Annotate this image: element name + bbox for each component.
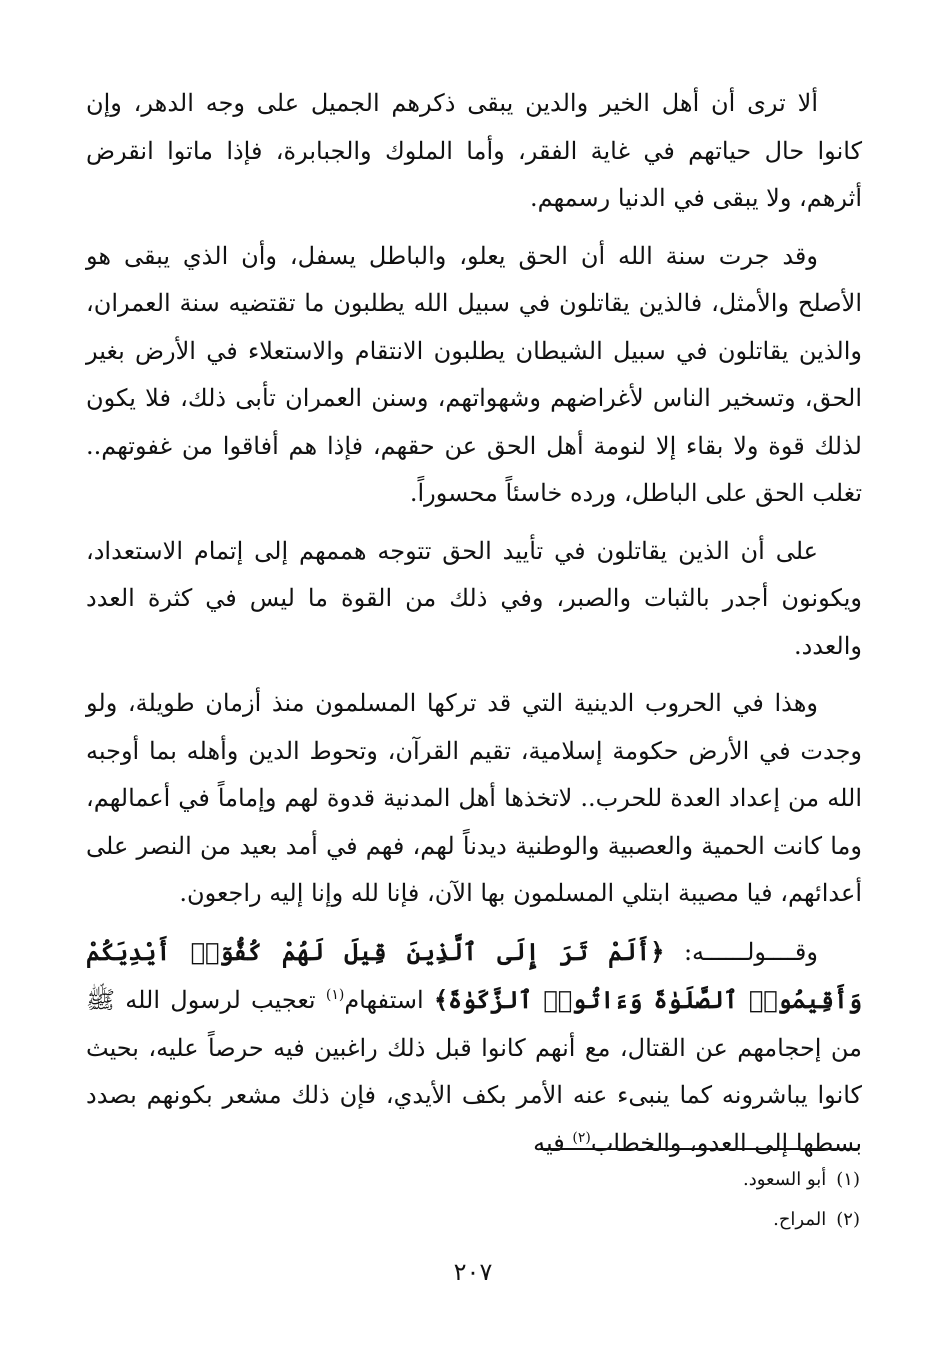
paragraph-1: ألا ترى أن أهل الخير والدين يبقى ذكرهم الجميل على وجه الدهر، وإن كانوا حال حياتهم في غاية الفقر، وأما الملوك والجبابرة، فإذا ماتوا انقرض أثرهم، ولا يبقى في الدنيا رسمهم. xyxy=(86,89,862,212)
footnote-number: (١) xyxy=(836,1169,860,1190)
paragraph-5 xyxy=(86,928,862,1168)
footnotes xyxy=(460,1160,860,1240)
footnote-ref-2: (٢) xyxy=(572,1129,591,1146)
paragraph-5-part-1: استفهام xyxy=(344,986,434,1014)
paragraph-5-part-2: تعجيب لرسول الله ﷺ من إحجامهم عن القتال، مع أنهم كانوا قبل ذلك راغبين فيه حرصاً عليه، بحيث كانوا يباشرونه كما ينبىء عنه الأمر بكف الأيدي، فإن ذلك مشعر بكونهم بصدد بسطها إلى العدو، والخطاب xyxy=(86,986,863,1157)
paragraph-2: وقد جرت سنة الله أن الحق يعلو، والباطل يسفل، وأن الذي يبقى هو الأصلح والأمثل، فالذين يقاتلون في سبيل الله يطلبون ما تقتضيه سنة العمران، والذين يقاتلون في سبيل الشيطان يطلبون الانتقام والاستعلاء في الأرض بغير الحق، وتسخير الناس لأغراضهم وشهواتهم، وسنن العمران تأبى ذلك، فلا يكون لذلك قوة ولا بقاء إلا لنومة أهل الحق عن حقهم، فإذا هم أفاقوا من غفوتهم.. تغلب الحق على الباطل، ورده خاسئاً محسوراً. xyxy=(86,241,862,507)
main-text xyxy=(86,80,862,1167)
footnote-2 xyxy=(460,1200,860,1240)
paragraph-3: على أن الذين يقاتلون في تأييد الحق تتوجه هممهم إلى إتمام الاستعداد، ويكونون أجدر بالثبات والصبر، وفي ذلك من القوة ما ليس في كثرة العدد والعدد. xyxy=(86,536,862,660)
paragraph-5-lead: وقــــولــــــه: xyxy=(664,937,818,966)
paragraph-5-part-3: فيه xyxy=(533,1128,573,1157)
paragraph-4: وهذا في الحروب الدينية التي قد تركها المسلمون منذ أزمان طويلة، ولو وجدت في الأرض حكومة إسلامية، تقيم القرآن، وتحوط الدين وأهله بما أوجبه الله من إعداد العدة للحرب.. لاتخذها أهل المدنية قدوة لهم وإماماً في أعمالهم، وما كانت الحمية والعصبية والوطنية ديدناً لهم، فهم في أمد بعيد من النصر على أعدائهم، فيا مصيبة ابتلي المسلمون بها الآن، فإنا لله وإنا إليه راجعون. xyxy=(86,689,862,907)
footnote-text: المراح. xyxy=(773,1209,827,1230)
footnote-text: أبو السعود. xyxy=(742,1169,827,1190)
quran-verse: ﴿أَلَمْ تَرَ إِلَى ٱلَّذِينَ قِيلَ لَهُمْ كُفُّوٓا۟ أَيْدِيَكُمْ وَأَقِيمُوا۟ ٱلصَّلَوٰةَ وَءَاتُوا۟ ٱلزَّكَوٰةَ﴾ xyxy=(86,936,863,1014)
page-number: ٢٠٧ xyxy=(453,1258,493,1286)
footnote-1 xyxy=(460,1160,860,1200)
footnote-number: (٢) xyxy=(836,1209,860,1230)
footnote-ref-1: (١) xyxy=(325,987,345,1003)
footnote-separator xyxy=(540,1148,858,1150)
